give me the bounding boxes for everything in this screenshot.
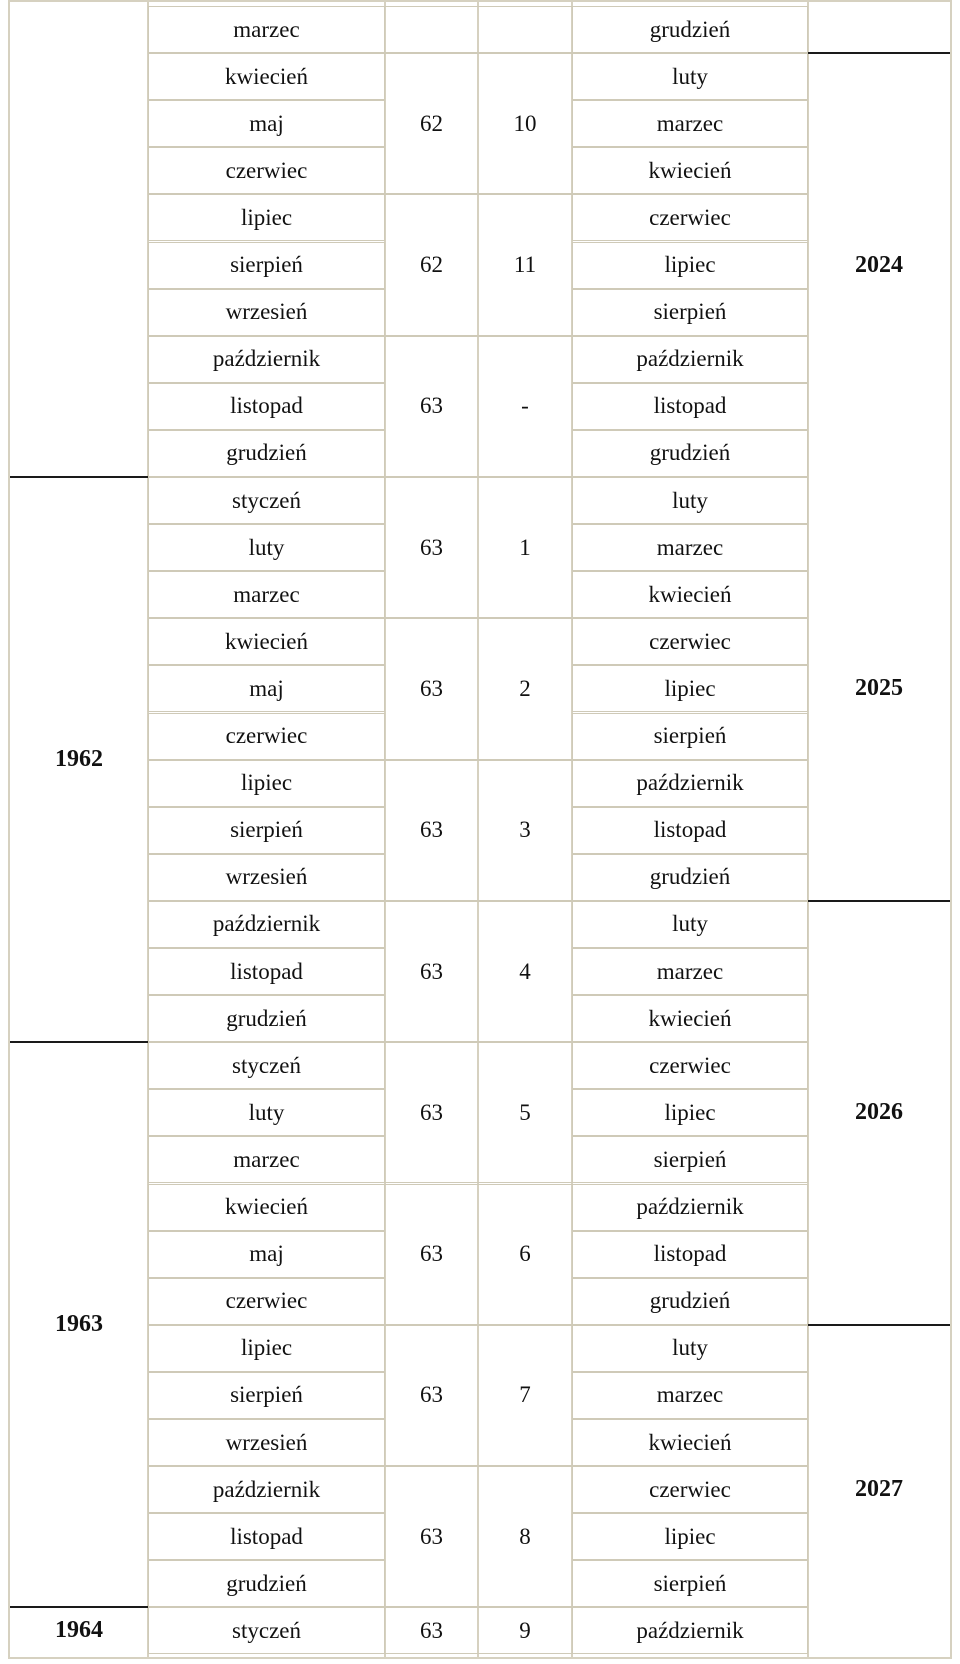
year-separator-line (10, 1606, 148, 1608)
retirement-age-months-cell: 3 (478, 760, 572, 901)
retirement-month-cell: kwiecień (572, 995, 808, 1042)
retirement-month-cell: kwiecień (572, 147, 808, 194)
retirement-month-cell: lipiec (572, 665, 808, 712)
birth-month-cell: maj (148, 1231, 385, 1278)
birth-month-cell: lipiec (148, 1325, 385, 1372)
retirement-month-cell: październik (572, 1607, 808, 1654)
retirement-age-years-cell: 63 (385, 901, 478, 1042)
retirement-month-cell: grudzień (572, 6, 808, 53)
retirement-year-cell: 2026 (855, 1099, 903, 1126)
birth-month-cell: luty (148, 524, 385, 571)
birth-month-cell: sierpień (148, 1372, 385, 1419)
retirement-month-cell: październik (572, 1184, 808, 1231)
retirement-age-months-cell: 11 (478, 194, 572, 335)
birth-month-cell: lipiec (148, 194, 385, 241)
retirement-age-years-cell: 63 (385, 477, 478, 618)
retirement-year-cell: 2027 (855, 1476, 903, 1503)
birth-year-cell (10, 6, 148, 477)
birth-month-cell: listopad (148, 383, 385, 430)
retirement-year-cell (808, 6, 950, 53)
birth-month-cell: październik (148, 336, 385, 383)
retirement-month-cell: kwiecień (572, 1419, 808, 1466)
birth-year-cell: 1964 (55, 1617, 103, 1644)
retirement-month-cell: grudzień (572, 854, 808, 901)
retirement-month-cell: czerwiec (572, 618, 808, 665)
retirement-month-cell: marzec (572, 948, 808, 995)
retirement-month-cell: październik (572, 336, 808, 383)
birth-month-cell: czerwiec (148, 1278, 385, 1325)
retirement-month-cell: grudzień (572, 430, 808, 477)
retirement-month-cell: sierpień (572, 1136, 808, 1183)
retirement-age-years-cell: 63 (385, 1042, 478, 1183)
birth-month-cell: kwiecień (148, 53, 385, 100)
birth-month-cell: luty (148, 1089, 385, 1136)
retirement-age-years-cell: 63 (385, 1325, 478, 1466)
birth-year-cell: 1962 (55, 746, 103, 773)
birth-month-cell: czerwiec (148, 713, 385, 760)
birth-month-cell: styczeń (148, 477, 385, 524)
birth-month-cell: grudzień (148, 430, 385, 477)
retirement-month-cell: luty (572, 901, 808, 948)
birth-month-cell: listopad (148, 1513, 385, 1560)
retirement-age-years-cell: 63 (385, 760, 478, 901)
retirement-age-years-cell (385, 6, 478, 53)
retirement-month-cell: sierpień (572, 1560, 808, 1607)
retirement-month-cell: czerwiec (572, 1466, 808, 1513)
retirement-month-cell: marzec (572, 524, 808, 571)
retirement-age-years-cell: 63 (385, 1184, 478, 1325)
retirement-year-cell: 2024 (855, 251, 903, 278)
retirement-age-months-cell: 2 (478, 618, 572, 759)
retirement-age-months-cell: 1 (478, 477, 572, 618)
birth-month-cell: wrzesień (148, 854, 385, 901)
retirement-month-cell: czerwiec (572, 1042, 808, 1089)
retirement-month-cell: lipiec (572, 242, 808, 289)
year-separator-line (10, 476, 148, 478)
birth-month-cell: październik (148, 1466, 385, 1513)
year-separator-line (808, 52, 950, 54)
birth-month-cell: maj (148, 665, 385, 712)
birth-month-cell: listopad (148, 948, 385, 995)
birth-month-cell: kwiecień (148, 1184, 385, 1231)
birth-year-cell: 1963 (55, 1311, 103, 1338)
retirement-year-cell: 2025 (855, 675, 903, 702)
birth-month-cell: marzec (148, 1136, 385, 1183)
birth-month-cell: styczeń (148, 1042, 385, 1089)
retirement-month-cell: lipiec (572, 1089, 808, 1136)
birth-month-cell: lipiec (148, 760, 385, 807)
birth-month-cell: czerwiec (148, 147, 385, 194)
birth-month-cell: wrzesień (148, 1419, 385, 1466)
retirement-month-cell: marzec (572, 1372, 808, 1419)
birth-month-cell: grudzień (148, 995, 385, 1042)
year-separator-line (10, 1041, 148, 1043)
retirement-month-cell: luty (572, 1325, 808, 1372)
retirement-month-cell: czerwiec (572, 194, 808, 241)
retirement-age-years-cell: 62 (385, 53, 478, 194)
retirement-month-cell: lipiec (572, 1513, 808, 1560)
retirement-age-years-cell: 63 (385, 618, 478, 759)
retirement-age-years-cell: 63 (385, 1466, 478, 1607)
retirement-month-cell: marzec (572, 100, 808, 147)
retirement-month-cell: listopad (572, 807, 808, 854)
retirement-month-cell: grudzień (572, 1278, 808, 1325)
retirement-age-years-cell: 63 (385, 1607, 478, 1654)
retirement-month-cell: sierpień (572, 713, 808, 760)
birth-month-cell: kwiecień (148, 618, 385, 665)
birth-month-cell: styczeń (148, 1607, 385, 1654)
birth-month-cell: grudzień (148, 1560, 385, 1607)
retirement-age-months-cell: 4 (478, 901, 572, 1042)
retirement-month-cell: listopad (572, 1231, 808, 1278)
year-separator-line (808, 1324, 950, 1326)
retirement-month-cell: listopad (572, 383, 808, 430)
retirement-age-years-cell: 62 (385, 194, 478, 335)
year-separator-line (808, 900, 950, 902)
birth-month-cell: marzec (148, 571, 385, 618)
birth-month-cell: październik (148, 901, 385, 948)
retirement-age-months-cell: 7 (478, 1325, 572, 1466)
birth-month-cell: sierpień (148, 242, 385, 289)
birth-month-cell: sierpień (148, 807, 385, 854)
retirement-month-cell: luty (572, 53, 808, 100)
retirement-month-cell: sierpień (572, 289, 808, 336)
retirement-age-months-cell: 6 (478, 1184, 572, 1325)
retirement-month-cell: październik (572, 760, 808, 807)
retirement-age-months-cell: 10 (478, 53, 572, 194)
retirement-age-months-cell: 5 (478, 1042, 572, 1183)
retirement-month-cell: luty (572, 477, 808, 524)
retirement-age-months-cell: 9 (478, 1607, 572, 1654)
retirement-month-cell: kwiecień (572, 571, 808, 618)
birth-month-cell: maj (148, 100, 385, 147)
retirement-age-years-cell: 63 (385, 336, 478, 477)
retirement-age-months-cell: - (478, 336, 572, 477)
birth-month-cell: marzec (148, 6, 385, 53)
retirement-age-months-cell: 8 (478, 1466, 572, 1607)
birth-month-cell: wrzesień (148, 289, 385, 336)
retirement-age-months-cell (478, 6, 572, 53)
